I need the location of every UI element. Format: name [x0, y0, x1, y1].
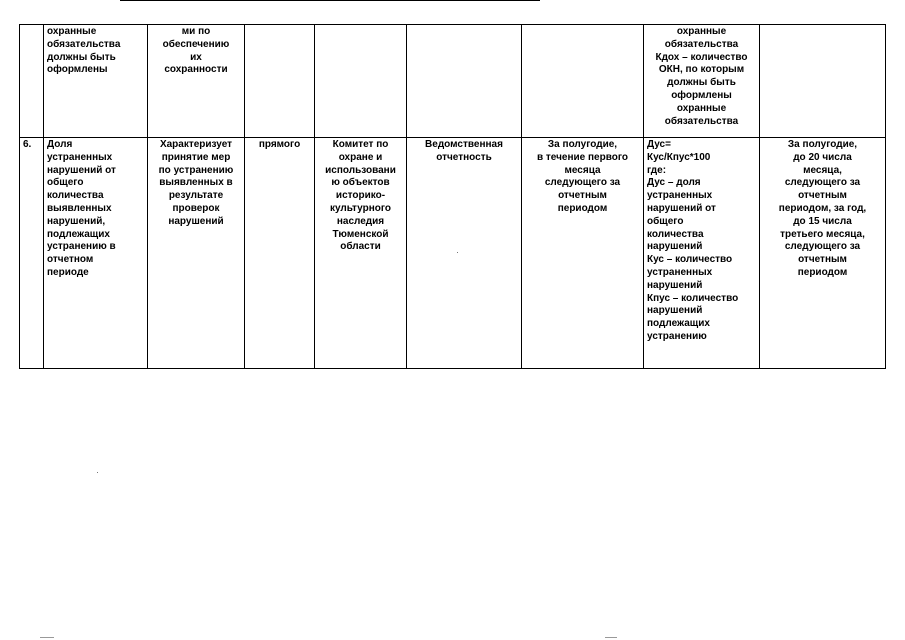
- cell-description: Характеризует принятие мер по устранению выявленных в результате проверок нарушений: [148, 138, 245, 369]
- cell-type: прямого: [245, 138, 315, 369]
- scan-edge-mark: [40, 637, 54, 638]
- cell-name: Доля устраненных нарушений от общего количества выявленных нарушений, подлежащих устранению в отчетном периоде: [44, 138, 148, 369]
- page-top-rule: [120, 0, 540, 1]
- cell-source: Ведомственная отчетность: [407, 138, 522, 369]
- cell-formula: охранные обязательства Кдох – количество ОКН, по которым должны быть оформлены охранные обязательства: [644, 25, 760, 138]
- scan-speck: [457, 252, 458, 253]
- table-row: [20, 25, 886, 138]
- scan-speck: [97, 472, 98, 473]
- cell-responsible: Комитет по охране и использовани ю объектов историко- культурного наследия Тюменской области: [315, 138, 407, 369]
- indicators-table: [19, 24, 886, 369]
- table-row: [20, 138, 886, 369]
- cell-description: ми по обеспечению их сохранности: [148, 25, 245, 138]
- cell-deadline: За полугодие, до 20 числа месяца, следующего за отчетным периодом, за год, до 15 числа третьего месяца, следующего за отчетным периодом: [760, 138, 886, 369]
- cell-responsible: [315, 25, 407, 138]
- cell-type: [245, 25, 315, 138]
- cell-num: [20, 25, 44, 138]
- cell-formula: Дус= Кус/Кпус*100 где: Дус – доля устраненных нарушений от общего количества нарушений Кус – количество устраненных нарушений Кпус – количество нарушений подлежащих устранению: [644, 138, 760, 369]
- cell-num: 6.: [20, 138, 44, 369]
- cell-frequency: За полугодие, в течение первого месяца следующего за отчетным периодом: [522, 138, 644, 369]
- cell-deadline: [760, 25, 886, 138]
- scan-edge-mark: [605, 637, 617, 638]
- cell-source: [407, 25, 522, 138]
- cell-frequency: [522, 25, 644, 138]
- cell-name: охранные обязательства должны быть оформлены: [44, 25, 148, 138]
